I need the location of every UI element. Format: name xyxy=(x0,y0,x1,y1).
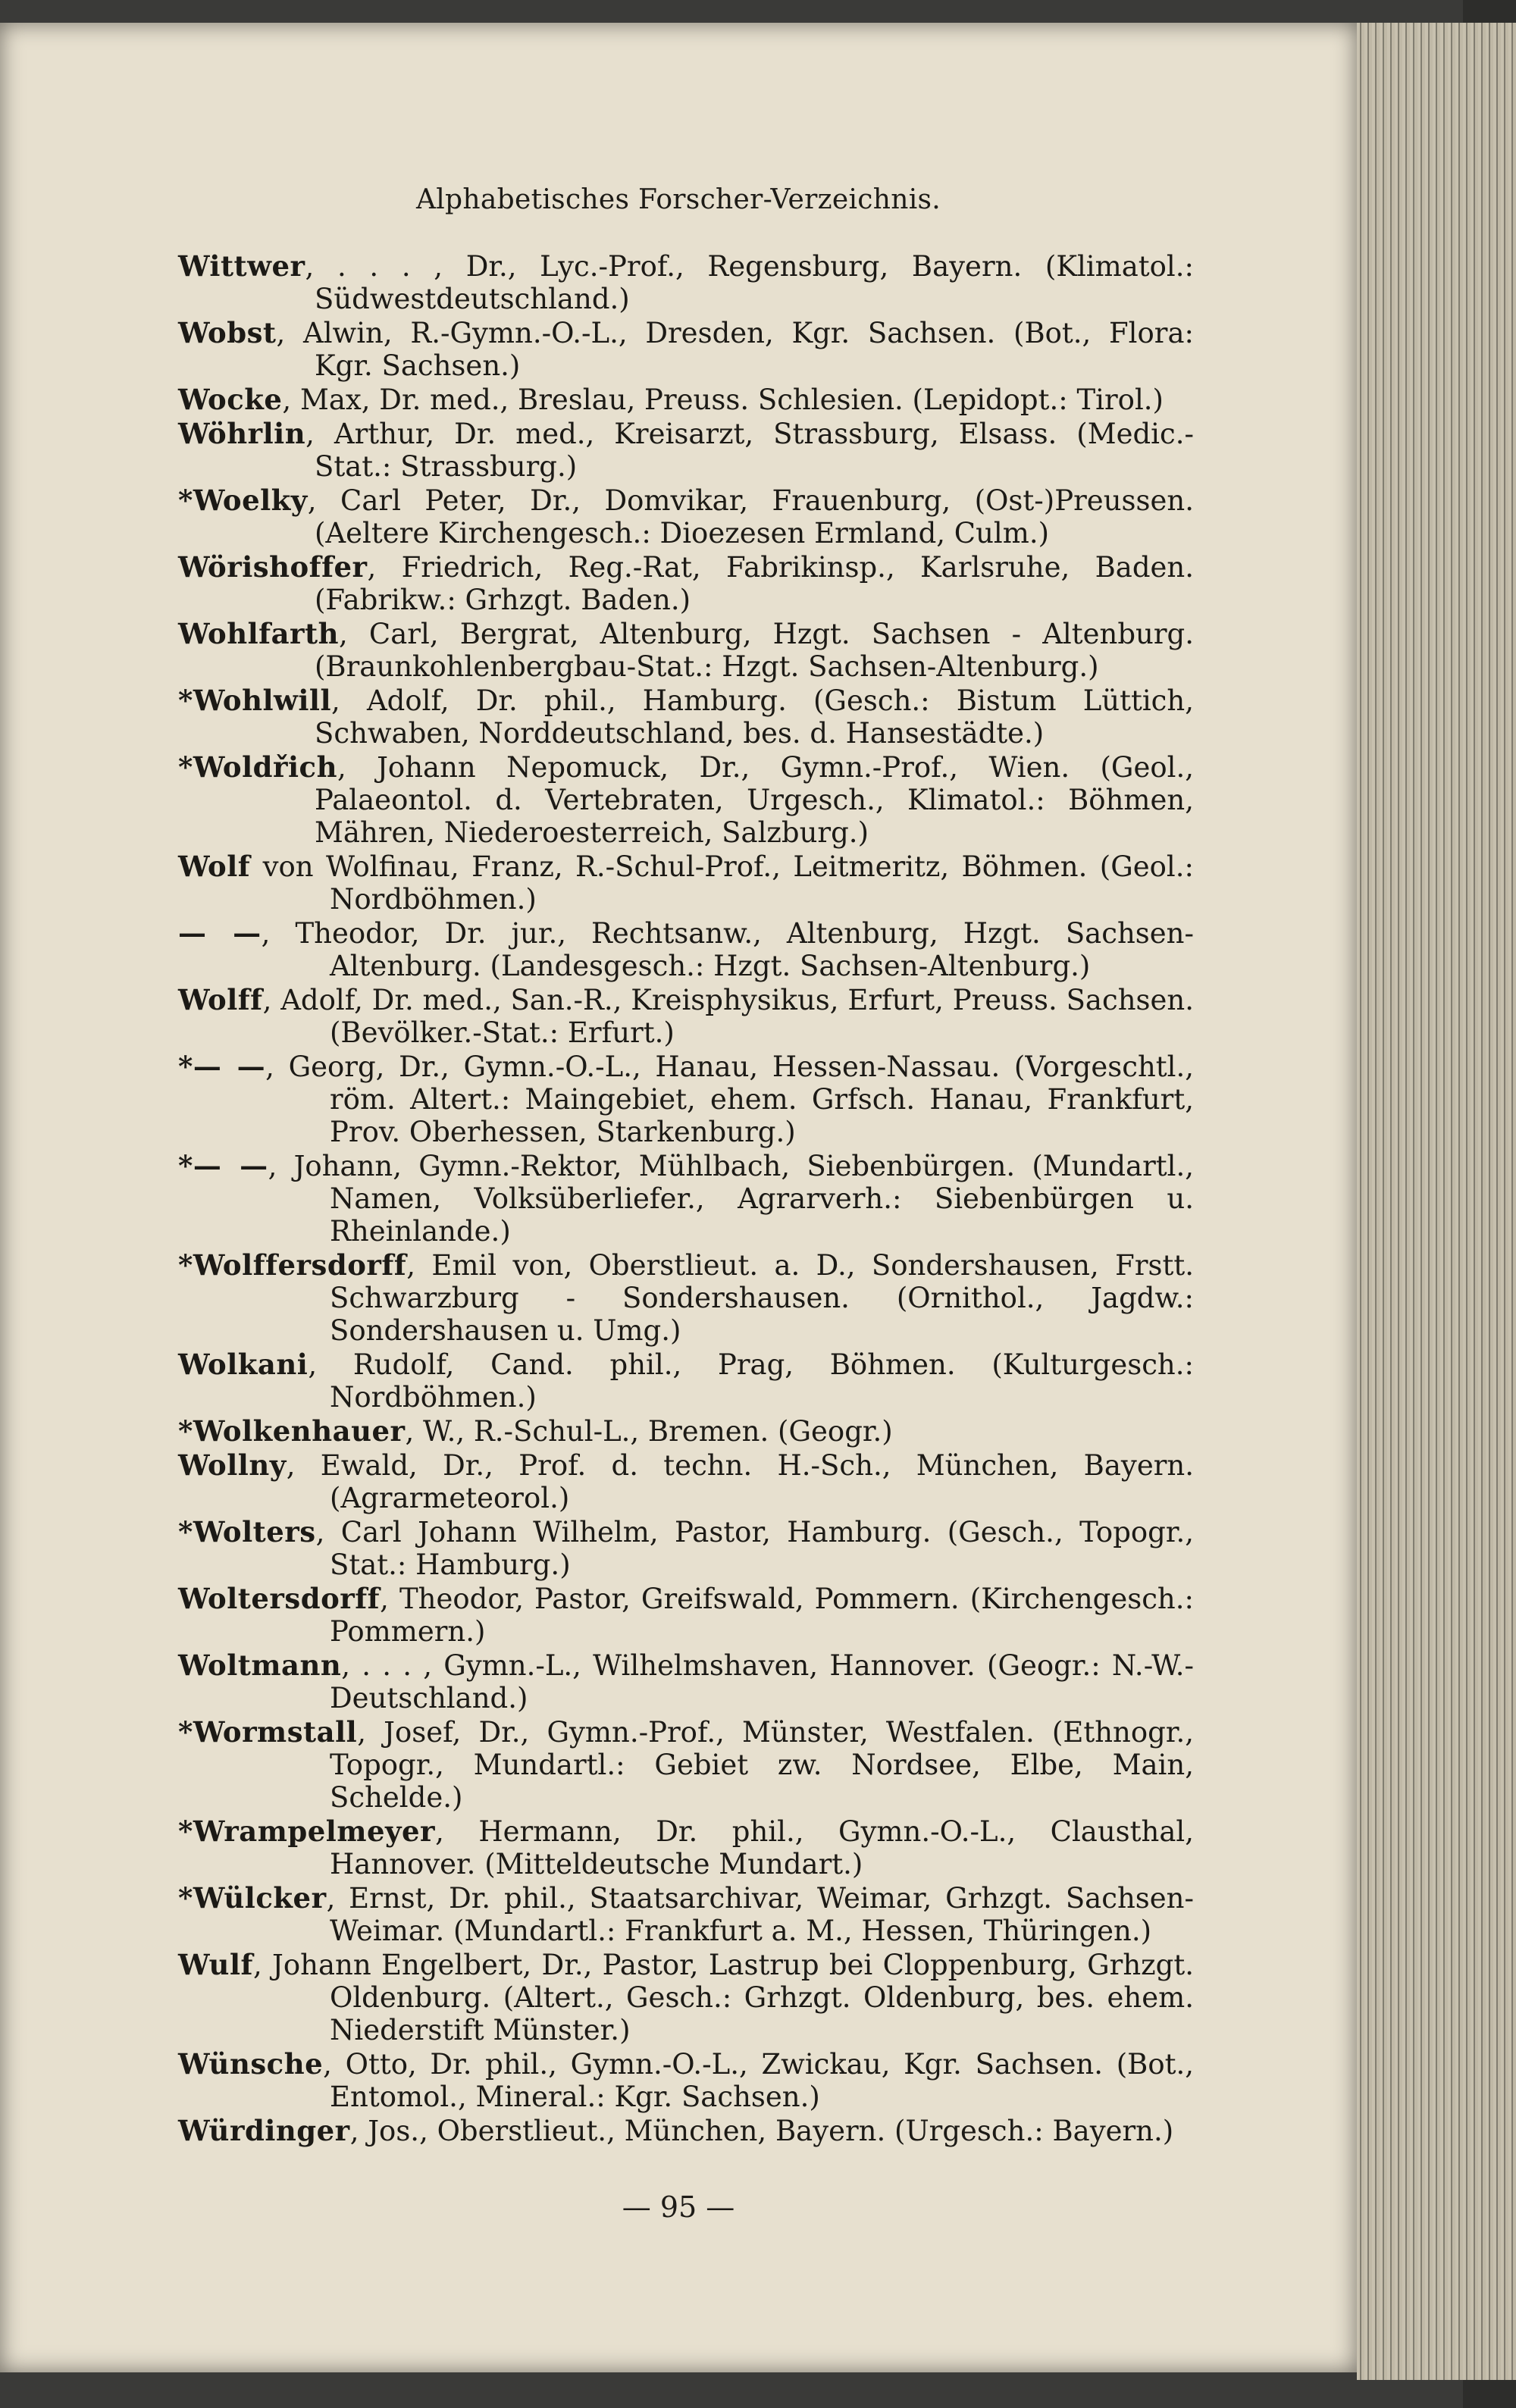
list-entry xyxy=(178,1716,1194,1814)
entry-name: Wolff xyxy=(178,983,263,1016)
entry-text: , Adolf, Dr. med., San.-R., Kreisphysikus, Erfurt, Preuss. Sachsen. (Bevölker.-Stat.: Erfurt.) xyxy=(262,984,1194,1049)
list-entry xyxy=(178,2048,1194,2113)
list-entry xyxy=(178,618,1194,683)
entry-text: , Johann Nepomuck, Dr., Gymn.-Prof., Wien. (Geol., Palaeontol. d. Vertebraten, Urgesch., Klimatol.: Böhmen, Mähren, Niederoesterreich, Salzburg.) xyxy=(315,751,1194,849)
list-entry xyxy=(178,1051,1194,1148)
list-entry xyxy=(178,384,1194,416)
entry-text: , Max, Dr. med., Breslau, Preuss. Schlesien. (Lepidopt.: Tirol.) xyxy=(282,384,1164,416)
list-entry xyxy=(178,484,1194,550)
entry-name: Würdinger xyxy=(178,2114,350,2147)
list-entry xyxy=(178,1516,1194,1581)
entry-text: , Theodor, Pastor, Greifswald, Pommern. (Kirchengesch.: Pommern.) xyxy=(330,1583,1194,1648)
list-entry xyxy=(178,551,1194,616)
entry-name: *Wolters xyxy=(178,1515,316,1548)
entry-name: *Woelky xyxy=(178,484,308,517)
entry-name: *— — xyxy=(178,1149,268,1182)
entry-name: Wohlfarth xyxy=(178,617,340,650)
list-entry xyxy=(178,1348,1194,1414)
entry-text: , . . . , Dr., Lyc.-Prof., Regensburg, Bayern. (Klimatol.: Südwestdeutschland.) xyxy=(305,250,1194,315)
page-stack-edge xyxy=(1357,23,1516,2380)
list-entry xyxy=(178,1583,1194,1648)
list-entry xyxy=(178,418,1194,483)
entry-name: Wörishoffer xyxy=(178,550,368,584)
entry-text: , . . . , Gymn.-L., Wilhelmshaven, Hannover. (Geogr.: N.-W.-Deutschland.) xyxy=(330,1649,1194,1714)
entry-text: , Theodor, Dr. jur., Rechtsanw., Altenburg, Hzgt. Sachsen-Altenburg. (Landesgesch.: Hzgt. Sachsen-Altenburg.) xyxy=(261,917,1194,982)
list-entry xyxy=(178,1949,1194,2046)
entry-text: , Alwin, R.-Gymn.-O.-L., Dresden, Kgr. Sachsen. (Bot., Flora: Kgr. Sachsen.) xyxy=(276,317,1194,382)
entry-name: Wünsche xyxy=(178,2047,324,2081)
page-number: — 95 — xyxy=(622,2190,735,2224)
entry-text: , Ewald, Dr., Prof. d. techn. H.-Sch., München, Bayern. (Agrarmeteorol.) xyxy=(286,1449,1194,1514)
entry-text: , Carl, Bergrat, Altenburg, Hzgt. Sachsen - Altenburg. (Braunkohlenbergbau-Stat.: Hzgt. Sachsen-Altenburg.) xyxy=(315,618,1194,683)
entry-name: *Wülcker xyxy=(178,1881,327,1915)
entry-name: Wobst xyxy=(178,316,277,349)
entry-name: *Wolffersdorff xyxy=(178,1248,407,1282)
entry-text: , Carl Johann Wilhelm, Pastor, Hamburg. (Gesch., Topogr., Stat.: Hamburg.) xyxy=(315,1516,1194,1581)
list-entry xyxy=(178,1150,1194,1248)
list-entry xyxy=(178,684,1194,750)
list-entry xyxy=(178,1882,1194,1947)
list-entry xyxy=(178,250,1194,315)
running-header: Alphabetisches Forscher-Verzeichnis. xyxy=(415,184,941,215)
list-entry xyxy=(178,1415,1194,1448)
entry-name: Wollny xyxy=(178,1448,287,1482)
entry-name: Wittwer xyxy=(178,249,305,283)
entry-name: Wulf xyxy=(178,1948,253,1981)
list-entry xyxy=(178,1815,1194,1880)
entry-name: *Woldřich xyxy=(178,750,337,784)
list-entry xyxy=(178,984,1194,1049)
entry-text: , Emil von, Oberstlieut. a. D., Sondershausen, Frstt. Schwarzburg - Sondershausen. (Ornithol., Jagdw.: Sondershausen u. Umg.) xyxy=(330,1249,1194,1347)
entry-name: Wolf xyxy=(178,850,251,883)
entry-text: , Hermann, Dr. phil., Gymn.-O.-L., Clausthal, Hannover. (Mitteldeutsche Mundart.) xyxy=(330,1815,1194,1880)
entry-name: *Wrampelmeyer xyxy=(178,1815,436,1848)
list-entry xyxy=(178,917,1194,982)
entry-name: Woltersdorff xyxy=(178,1582,381,1615)
entry-name: Wolkani xyxy=(178,1348,309,1381)
entry-name: Wocke xyxy=(178,383,283,416)
list-entry xyxy=(178,2115,1194,2147)
entry-name: — — xyxy=(178,916,262,950)
entry-text: , Johann, Gymn.-Rektor, Mühlbach, Siebenbürgen. (Mundartl., Namen, Volksüberliefer., Agrarverh.: Siebenbürgen u. Rheinlande.) xyxy=(268,1150,1194,1248)
entry-name: Wöhrlin xyxy=(178,417,306,450)
entry-name: *Wolkenhauer xyxy=(178,1414,406,1448)
entry-name: *Wohlwill xyxy=(178,684,332,717)
entry-text: , Arthur, Dr. med., Kreisarzt, Strassburg, Elsass. (Medic.-Stat.: Strassburg.) xyxy=(305,418,1194,483)
entry-text: , Adolf, Dr. phil., Hamburg. (Gesch.: Bistum Lüttich, Schwaben, Norddeutschland, bes. d. Hansestädte.) xyxy=(315,684,1194,750)
list-entry xyxy=(178,1449,1194,1514)
list-entry xyxy=(178,850,1194,916)
entry-text: , Ernst, Dr. phil., Staatsarchivar, Weimar, Grhzgt. Sachsen-Weimar. (Mundartl.: Frankfurt a. M., Hessen, Thüringen.) xyxy=(326,1882,1194,1947)
entry-text: , Johann Engelbert, Dr., Pastor, Lastrup bei Cloppenburg, Grhzgt. Oldenburg. (Altert., Gesch.: Grhzgt. Oldenburg, bes. ehem. Niederstift Münster.) xyxy=(252,1949,1194,2046)
entry-text: , Georg, Dr., Gymn.-O.-L., Hanau, Hessen-Nassau. (Vorgeschtl., röm. Altert.: Maingebiet, ehem. Grfsch. Hanau, Frankfurt, Prov. Oberhessen, Starkenburg.) xyxy=(265,1051,1194,1148)
list-entry xyxy=(178,1649,1194,1714)
entry-text: , Carl Peter, Dr., Domvikar, Frauenburg, (Ost-)Preussen. (Aeltere Kirchengesch.: Dioezesen Ermland, Culm.) xyxy=(307,484,1194,550)
list-entry xyxy=(178,751,1194,849)
list-entry xyxy=(178,317,1194,382)
entry-text: , W., R.-Schul-L., Bremen. (Geogr.) xyxy=(405,1415,893,1448)
entry-name: Woltmann xyxy=(178,1649,342,1682)
entry-text: , Rudolf, Cand. phil., Prag, Böhmen. (Kulturgesch.: Nordböhmen.) xyxy=(308,1348,1194,1414)
entry-text: , Otto, Dr. phil., Gymn.-O.-L., Zwickau, Kgr. Sachsen. (Bot., Entomol., Mineral.: Kgr. Sachsen.) xyxy=(323,2048,1194,2113)
entry-text: , Josef, Dr., Gymn.-Prof., Münster, Westfalen. (Ethnogr., Topogr., Mundartl.: Gebiet zw. Nordsee, Elbe, Main, Schelde.) xyxy=(330,1716,1194,1814)
list-entry xyxy=(178,1249,1194,1347)
researcher-list xyxy=(178,250,1194,2149)
entry-name: *Wormstall xyxy=(178,1715,358,1749)
entry-text: von Wolfinau, Franz, R.-Schul-Prof., Leitmeritz, Böhmen. (Geol.: Nordböhmen.) xyxy=(250,850,1194,916)
entry-text: , Friedrich, Reg.-Rat, Fabrikinsp., Karlsruhe, Baden. (Fabrikw.: Grhzgt. Baden.) xyxy=(315,551,1194,616)
entry-name: *— — xyxy=(178,1050,266,1083)
entry-text: , Jos., Oberstlieut., München, Bayern. (Urgesch.: Bayern.) xyxy=(349,2115,1174,2147)
